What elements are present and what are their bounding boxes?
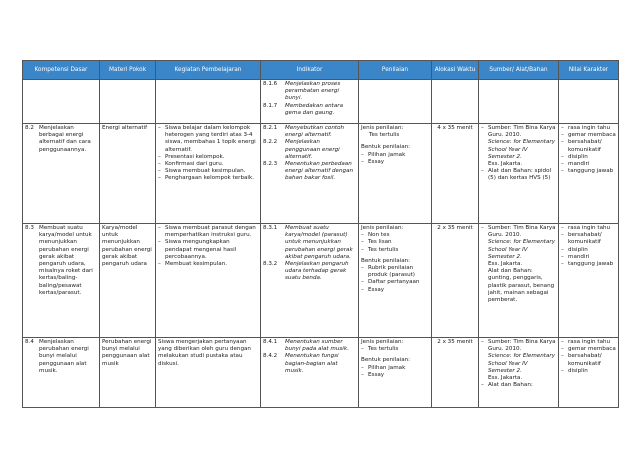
cell-indikator <box>261 80 359 124</box>
list-item: – disiplin <box>561 246 588 253</box>
indicator-item: 8.4.1 Menentukan sumber bunyi pada alat musik. <box>263 339 349 353</box>
rpp-table <box>22 60 619 408</box>
list-item: – gemar membaca <box>561 132 616 139</box>
cell-indikator <box>261 224 359 338</box>
list-item: – gemar membaca <box>561 346 616 353</box>
header-materi-pokok: Materi Pokok <box>100 61 156 80</box>
list-item: – tanggung jawab <box>561 261 614 268</box>
header-penilaian: Penilaian <box>359 61 432 80</box>
cell-penilaian: Jenis penilaian: – Tes tertulis Bentuk penilaian: – Pilihan jamak – Essay <box>359 338 432 408</box>
list-item: – Siswa membuat kesimpulan. <box>158 168 246 175</box>
cell-empty <box>156 80 261 124</box>
list-item: – bersahabat/ komunikatif <box>561 139 602 153</box>
list-item: – disiplin <box>561 153 588 160</box>
header-kegiatan: Kegiatan Pembelajaran <box>156 61 261 80</box>
cell-empty <box>559 80 619 124</box>
cell-penilaian: Jenis penilaian: – Non tes – Tes lisan – Tes tertulis Bentuk penilaian: – Rubrik penilaian produk (parasut) – Daftar pertanyaan – Essay <box>359 224 432 338</box>
cell-kompetensi: 8.2 Menjelaskan berbagai energi alternatif dan cara penggunaannya. <box>23 124 100 224</box>
header-row <box>23 61 619 80</box>
list-item: – mandiri <box>561 253 590 260</box>
table-row <box>23 224 619 338</box>
list-item: – Siswa belajar dalam kelompok heterogen yang terdiri atas 3-4 siswa, membahas 1 topik energi alternatif. <box>158 125 256 153</box>
cell-empty <box>100 80 156 124</box>
indicator-item: 8.3.2 Menjelaskan pengaruh udara terhadap gerak suatu benda. <box>263 261 349 282</box>
cell-penilaian: Jenis penilaian: Tes tertulis Bentuk penilaian: – Pilihan jamak – Essay <box>359 124 432 224</box>
cell-kompetensi: 8.3 Membuat suatu karya/model untuk menunjukkan perubahan energi gerak akibat pengaruh udara, misalnya roket dari kertas/baling-baling/pesawat kertas/parasut. <box>23 224 100 338</box>
cell-empty <box>432 80 479 124</box>
list-item: – mandiri <box>561 161 590 168</box>
indicator-item: 8.1.6 Menjelaskan proses perambatan energi bunyi. <box>263 81 341 102</box>
cell-kompetensi: 8.4 Menjelaskan perubahan energi bunyi melalui penggunaan alat musik. <box>23 338 100 408</box>
cell-waktu: 4 x 35 menit <box>432 124 479 224</box>
indicator-item: 8.2.3 Menentukan perbedaan energi alternatif dengan bahan bakar fosil. <box>263 161 354 182</box>
list-item: – tanggung jawab <box>561 168 614 175</box>
cell-kegiatan: Siswa mengerjakan pertanyaan yang diberikan oleh guru dengan melakukan studi pustaka atau diskusi. <box>156 338 261 408</box>
header-alokasi-waktu: Alokasi Waktu <box>432 61 479 80</box>
table-row <box>23 124 619 224</box>
header-indikator: Indikator <box>261 61 359 80</box>
list-item: – Siswa membuat parasut dengan memperhatikan instruksi guru. <box>158 225 256 239</box>
cell-empty <box>479 80 559 124</box>
cell-sumber: – Sumber: Tim Bina Karya Guru. 2010. Science: for Elementary School Year IV Semester 2. Ess. Jakarta. – Alat dan Bahan: <box>479 338 559 408</box>
indicator-item: 8.2.1 Menyebutkan contoh energi alternatif. <box>263 125 345 139</box>
list-item: – Penghargaan kelompok terbaik. <box>158 175 254 182</box>
list-item: – rasa ingin tahu <box>561 339 611 345</box>
indicator-item: 8.4.2 Menentukan fungsi bagian-bagian alat musik. <box>263 353 339 374</box>
list-item: – Konfirmasi dari guru. <box>158 161 224 168</box>
list-item: – Siswa mengungkapkan pendapat mengenai hasil percobaannya. <box>158 239 237 260</box>
cell-kegiatan <box>156 224 261 338</box>
cell-nilai <box>559 338 619 408</box>
list-item: – Pilihan jamak <box>361 151 406 158</box>
list-item: – Presentasi kelompok. <box>158 153 225 160</box>
list-item: – rasa ingin tahu <box>561 225 611 231</box>
rpp-table-sheet <box>22 60 618 408</box>
table-row <box>23 80 619 124</box>
cell-materi: Energi alternatif <box>100 124 156 224</box>
header-nilai-karakter: Nilai Karakter <box>559 61 619 80</box>
list-item: – Essay <box>361 158 385 165</box>
cell-empty <box>23 80 100 124</box>
cell-sumber: – Sumber: Tim Bina Karya Guru. 2010. Science: for Elementary School Year IV Semester 2. Ess. Jakarta. – Alat dan Bahan: spidol (5) dan kertas HVS (5) <box>479 124 559 224</box>
cell-waktu: 2 x 35 menit <box>432 224 479 338</box>
cell-kegiatan <box>156 124 261 224</box>
indicator-item: 8.1.7 Membedakan antara gema dan gaung. <box>263 102 343 116</box>
list-item: – disiplin <box>561 367 588 374</box>
table-row <box>23 338 619 408</box>
cell-nilai <box>559 124 619 224</box>
cell-nilai <box>559 224 619 338</box>
cell-sumber: – Sumber: Tim Bina Karya Guru. 2010. Science: for Elementary School Year IV Semester 2. Ess. Jakarta. Alat dan Bahan: gunting, penggaris, plastik parasut, benang jahit, mainan sebagai pemberat. <box>479 224 559 338</box>
list-item: – rasa ingin tahu <box>561 125 611 131</box>
cell-indikator <box>261 338 359 408</box>
list-item: – bersahabat/ komunikatif <box>561 353 602 367</box>
cell-empty <box>359 80 432 124</box>
indicator-item: 8.2.2 Menjelaskan penggunaan energi alternatif. <box>263 139 340 160</box>
cell-materi: Karya/model untuk menunjukkan perubahan energi gerak akibat pengaruh udara <box>100 224 156 338</box>
header-kompetensi-dasar: Kompetensi Dasar <box>23 61 100 80</box>
list-item: – Membuat kesimpulan. <box>158 261 228 268</box>
cell-indikator <box>261 124 359 224</box>
list-item: – bersahabat/ komunikatif <box>561 232 602 246</box>
header-sumber: Sumber/ Alat/Bahan <box>479 61 559 80</box>
cell-waktu: 2 x 35 menit <box>432 338 479 408</box>
cell-materi: Perubahan energi bunyi melalui penggunaan alat musik <box>100 338 156 408</box>
indicator-item: 8.3.1 Membuat suatu karya/model (parasut) untuk menunjukkan perubahan energi gerak akibat pengaruh udara. <box>263 225 353 260</box>
